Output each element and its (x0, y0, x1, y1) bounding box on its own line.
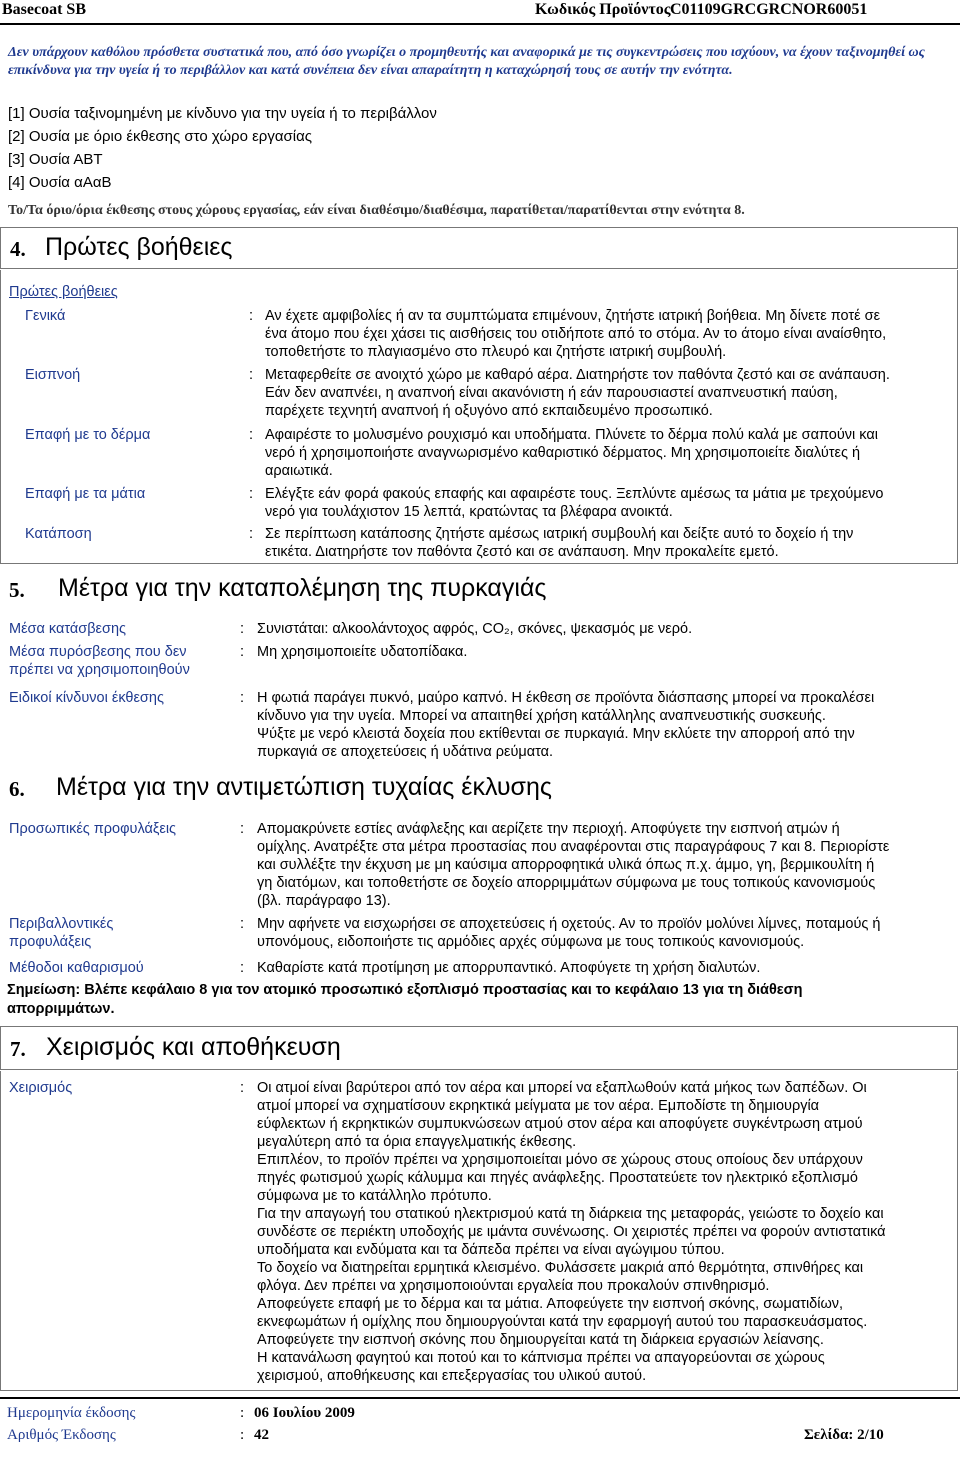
legend-item: [4] Ουσία αΑαΒ (8, 174, 112, 191)
colon: : (240, 960, 245, 976)
colon: : (240, 690, 245, 706)
label-environmental-precautions: Περιβαλλοντικές προφυλάξεις (9, 916, 114, 950)
section-number: 7. (10, 1037, 26, 1061)
handling-line: πηγές φωτισμού χωρίς κάλυμμα και πηγές ανάφλεξης. Προστατεύετε τον ηλεκτρικό εξοπλισμό (257, 1170, 858, 1186)
text-unsuitable-media: Μη χρησιμοποιείτε υδατοπίδακα. (257, 644, 468, 660)
label-inhalation: Εισπνοή (25, 367, 81, 383)
issue-date-label: Ημερομηνία έκδοσης (7, 1405, 136, 1421)
section-4-header (0, 227, 958, 269)
section-6-note: Σημείωση: Βλέπε κεφάλαιο 8 για τον ατομικό προσωπικό εξοπλισμό προστασίας και το κεφάλαιο 13 για τη διάθεση απορριμμάτων. (7, 982, 803, 1017)
handling-line: φλόγα. Δεν πρέπει να χρησιμοποιούνται εργαλεία που προκαλούν σπινθηρισμό. (257, 1278, 770, 1294)
colon: : (240, 621, 245, 637)
exposure-limits-note: Το/Τα όριο/όρια έκθεσης στους χώρους εργασίας, εάν είναι διαθέσιμο/διαθέσιμα, παρατίθεται/παρατίθενται στην ενότητα 8. (8, 203, 745, 218)
section-number: 6. (9, 777, 25, 801)
text-skin-contact: Αφαιρέστε το μολυσμένο ρουχισμό και υποδήματα. Πλύνετε το δέρμα πολύ καλά με σαπούνι και νερό ή χρησιμοποιήστε αναγνωρισμένο καθαριστικό δέρματος. Μη χρησιμοποιείτε διαλύτες ή αραιωτικά. (265, 427, 878, 479)
text-inhalation: Μεταφερθείτε σε ανοιχτό χώρο με καθαρό αέρα. Διατηρήστε τον παθόντα ζεστό και σε ανάπαυση. Εάν δεν αναπνέει, η αναπνοή είναι ακανόνιστη ή εάν παρουσιαστεί αναπνευστική παύση, παρέχετε τεχνητή αναπνοή ή οξυγόνο από εκπαιδευμένο προσωπικό. (265, 367, 890, 419)
text-extinguishing-media: Συνιστάται: αλκοολάντοχος αφρός, CO₂, σκόνες, ψεκασμός με νερό. (257, 621, 693, 637)
section-number: 4. (10, 237, 26, 261)
legend-item: [2] Ουσία με όριο έκθεσης στο χώρο εργασίας (8, 128, 312, 145)
label-unsuitable-media: Μέσα πυρόσβεσης που δεν πρέπει να χρησιμοποιηθούν (9, 644, 190, 678)
colon: : (240, 916, 245, 932)
handling-line: σύμφωνα με το κατάλληλο πρότυπο. (257, 1188, 492, 1204)
colon: : (240, 1405, 245, 1421)
product-code-label: Κωδικός Προϊόντος (535, 1, 671, 18)
label-special-hazards: Ειδικοί κίνδυνοι έκθεσης (9, 690, 164, 706)
handling-line: Για την απαγωγή του στατικού ηλεκτρισμού κατά τη διάρκεια της μεταφοράς, γειώστε το δοχείο και (257, 1206, 884, 1222)
label-eye-contact: Επαφή με τα μάτια (25, 486, 146, 502)
colon: : (249, 367, 254, 383)
label-handling: Χειρισμός (9, 1080, 73, 1096)
text-cleanup-methods: Καθαρίστε κατά προτίμηση με απορρυπαντικό. Αποφύγετε τη χρήση διαλυτών. (257, 960, 761, 976)
header-divider (0, 23, 960, 25)
handling-line: εκνεφωμάτων ή ομίχλης που δημιουργούνται κατά την εφαρμογή αυτού του παρασκευάσματος. (257, 1314, 868, 1330)
page-number: Σελίδα: 2/10 (804, 1427, 884, 1443)
text-ingestion: Σε περίπτωση κατάποσης ζητήστε αμέσως ιατρική συμβουλή και δείξτε αυτό το δοχείο ή την ετικέτα. Διατηρήστε τον παθόντα ζεστό και σε ανάπαυση. Μην προκαλείτε εμετό. (265, 526, 854, 560)
label-skin-contact: Επαφή με το δέρμα (25, 427, 151, 443)
handling-line: Οι ατμοί είναι βαρύτεροι από τον αέρα και μπορεί να εξαπλωθούν κατά μήκος των δαπέδων. Οι (257, 1080, 867, 1096)
first-aid-subtitle: Πρώτες βοήθειες (9, 284, 118, 300)
colon: : (249, 308, 254, 324)
handling-line: συνδέστε σε περιέκτη υποδοχής με ιμάντα συνένωσης. Οι χειριστές πρέπει να φορούν αντιστατικά (257, 1224, 886, 1240)
label-cleanup-methods: Μέθοδοι καθαρισμού (9, 960, 144, 976)
colon: : (240, 1080, 245, 1096)
section-title: Πρώτες βοήθειες (45, 233, 233, 261)
intro-note: Δεν υπάρχουν καθόλου πρόσθετα συστατικά που, από όσο γνωρίζει ο προμηθευτής και αναφορικά με τις συγκεντρώσεις που ισχύουν, να έχουν ταξινομηθεί ως επικίνδυνα για την υγεία ή το περιβάλλον και κατά συνέπεια δεν είναι απαραίτητη η καταχώρησή τους σε αυτήν την ενότητα. (8, 45, 925, 78)
text-handling (257, 1079, 886, 1385)
handling-line: Αποφεύγετε την εισπνοή σκόνης που δημιουργείται κατά τη διάρκεια εργασιών λείανσης. (257, 1332, 824, 1348)
text-eye-contact: Ελέγξτε εάν φορά φακούς επαφής και αφαιρέστε τους. Ξεπλύντε αμέσως τα μάτια με τρεχούμενο νερό για τουλάχιστον 15 λεπτά, κρατώντας τα βλέφαρα ανοικτά. (265, 486, 884, 520)
colon: : (249, 427, 254, 443)
handling-line: Επιπλέον, το προϊόν πρέπει να χρησιμοποιείται μόνο σε χώρους στους οποίους δεν υπάρχουν (257, 1152, 863, 1168)
handling-line: Αποφεύγετε επαφή με το δέρμα και τα μάτια. Αποφεύγετε την εισπνοή σκόνης, σωματιδίων, (257, 1296, 844, 1312)
text-general: Αν έχετε αμφιβολίες ή αν τα συμπτώματα επιμένουν, ζητήστε ιατρική βοήθεια. Μη δίνετε ποτέ σε ένα άτομο που έχει χάσει τις αισθήσεις του οτιδήποτε από το στόμα. Αν το άτομο είναι αναίσθητο, τοποθετήστε το πλαγιασμένο στο πλευρό και ζητήστε ιατρική συμβουλή. (265, 308, 887, 360)
text-personal-precautions: Απομακρύνετε εστίες ανάφλεξης και αερίζετε την περιοχή. Αποφύγετε την εισπνοή ατμών ή ομίχλης. Ανατρέξτε στα μέτρα προστασίας που αναφέρονται στις παραγράφους 7 και 8. Περιορίστε και συλλέξτε την έκχυση με μη καύσιμα απορροφητικά υλικά όπως π.χ. άμμο, γη, βερμικουλίτη ή γη διατόμων, και τοποθετήστε σε δοχείο απορριμμάτων σύμφωνα με τους τοπικούς κανονισμούς (βλ. παράγραφο 13). (257, 821, 890, 909)
company-name: Basecoat SB (2, 1, 86, 18)
label-general: Γενικά (25, 308, 66, 324)
text-environmental-precautions: Μην αφήνετε να εισχωρήσει σε αποχετεύσεις ή οχετούς. Αν το προϊόν μολύνει λίμνες, ποταμούς ή υπονόμους, ειδοποιήστε τις αρμόδιες αρχές σύμφωνα με τους τοπικούς κανονισμούς. (257, 916, 881, 950)
handling-line: χειρισμού, αποθήκευσης και επεξεργασίας του υλικού αυτού. (257, 1368, 647, 1384)
handling-line: εύφλεκτων ή εκρηκτικών συμπυκνώσεων ατμού στον αέρα και αποφύγετε συγκέντρωση ατμού (257, 1116, 863, 1132)
section-title: Μέτρα για την καταπολέμηση της πυρκαγιάς (58, 574, 547, 602)
composition-legend (8, 105, 437, 197)
colon: : (249, 486, 254, 502)
footer-divider (0, 1397, 960, 1399)
colon: : (249, 526, 254, 542)
handling-line: Το δοχείο να διατηρείται ερμητικά κλεισμένο. Φυλάσσετε μακριά από θερμότητα, σπινθήρες και (257, 1260, 864, 1276)
legend-item: [1] Ουσία ταξινομημένη με κίνδυνο για την υγεία ή το περιβάλλον (8, 105, 437, 122)
handling-line: ατμοί μπορεί να σχηματίσουν εκρηκτικά μείγματα με τον αέρα. Εμποδίστε τη δημιουργία (257, 1098, 820, 1114)
label-ingestion: Κατάποση (25, 526, 92, 542)
handling-line: Η κατανάλωση φαγητού και ποτού και το κάπνισμα πρέπει να απαγορεύονται σε χώρους (257, 1350, 825, 1366)
section-number: 5. (9, 578, 25, 602)
section-title: Μέτρα για την αντιμετώπιση τυχαίας έκλυσης (56, 773, 552, 801)
label-personal-precautions: Προσωπικές προφυλάξεις (9, 821, 177, 837)
section-5-header (0, 573, 958, 607)
section-title: Χειρισμός και αποθήκευση (46, 1033, 341, 1061)
handling-line: υποδήματα και ενδύματα και τα δάπεδα πρέπει να είναι αγώγιμου τύπου. (257, 1242, 725, 1258)
section-6-header (0, 772, 958, 806)
text-special-hazards: Η φωτιά παράγει πυκνό, μαύρο καπνό. Η έκθεση σε προϊόντα διάσπασης μπορεί να προκαλέσει κίνδυνο για την υγεία. Μπορεί να απαιτηθεί χρήση κατάλληλης αναπνευστικής συσκευής. Ψύξτε με νερό κλειστά δοχεία που εκτίθενται σε πυρκαγιά. Μην εκλύετε την απορροή από την πυρκαγιά σε αποχετεύσεις ή υδάτινα ρεύματα. (257, 690, 875, 760)
product-code: C01109GRCGRCNOR60051 (670, 1, 868, 18)
issue-date: 06 Ιουλίου 2009 (254, 1405, 355, 1421)
label-extinguishing-media: Μέσα κατάσβεσης (9, 621, 127, 637)
legend-item: [3] Ουσία ΑΒΤ (8, 151, 103, 168)
colon: : (240, 1427, 245, 1443)
handling-line: μεγαλύτερη από τα όρια επαγγελματικής έκθεσης. (257, 1134, 577, 1150)
version-number: 42 (254, 1427, 269, 1443)
colon: : (240, 821, 245, 837)
version-label: Αριθμός Έκδοσης (7, 1427, 116, 1443)
section-7-header (0, 1026, 958, 1070)
colon: : (240, 644, 245, 660)
